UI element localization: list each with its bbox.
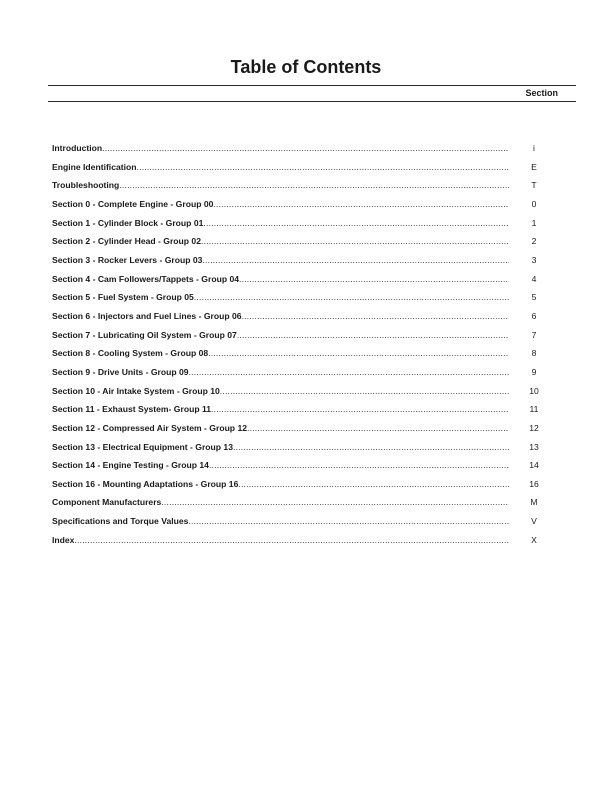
toc-list bbox=[52, 139, 557, 549]
toc-entry[interactable] bbox=[52, 158, 557, 177]
toc-entry-section: 6 bbox=[531, 310, 537, 321]
toc-entry[interactable] bbox=[52, 419, 557, 438]
toc-entry-section: 2 bbox=[531, 236, 537, 247]
toc-entry-section: 1 bbox=[531, 217, 537, 228]
toc-entry[interactable] bbox=[52, 270, 557, 289]
toc-entry-title: Section 7 - Lubricating Oil System - Group 07 bbox=[52, 329, 237, 340]
toc-dot-leader bbox=[194, 288, 509, 307]
toc-entry-title: Section 14 - Engine Testing - Group 14 bbox=[52, 460, 209, 471]
toc-dot-leader bbox=[239, 270, 509, 289]
toc-dot-leader bbox=[242, 307, 509, 326]
toc-entry-title: Section 2 - Cylinder Head - Group 02 bbox=[52, 236, 201, 247]
toc-entry[interactable] bbox=[52, 512, 557, 531]
toc-dot-leader bbox=[208, 344, 509, 363]
toc-entry-title: Section 1 - Cylinder Block - Group 01 bbox=[52, 217, 204, 228]
toc-entry-title: Section 16 - Mounting Adaptations - Group 16 bbox=[52, 478, 239, 489]
toc-dot-leader bbox=[188, 512, 509, 531]
toc-entry-section: V bbox=[531, 516, 537, 527]
toc-entry-section: 13 bbox=[529, 441, 539, 452]
toc-entry[interactable] bbox=[52, 456, 557, 475]
toc-entry-section: 16 bbox=[529, 478, 539, 489]
toc-entry-section: E bbox=[531, 161, 537, 172]
toc-entry[interactable] bbox=[52, 493, 557, 512]
toc-entry-section: 12 bbox=[529, 422, 539, 433]
toc-entry-section: 3 bbox=[531, 254, 537, 265]
toc-entry[interactable] bbox=[52, 382, 557, 401]
toc-entry-title: Section 13 - Electrical Equipment - Group 13 bbox=[52, 441, 233, 452]
toc-entry-title: Index bbox=[52, 534, 75, 545]
toc-entry[interactable] bbox=[52, 344, 557, 363]
toc-entry[interactable] bbox=[52, 438, 557, 457]
toc-entry-section: T bbox=[531, 180, 537, 191]
toc-entry-section: 8 bbox=[531, 348, 537, 359]
toc-entry-title: Section 12 - Compressed Air System - Group 12 bbox=[52, 422, 248, 433]
toc-dot-leader bbox=[238, 475, 509, 494]
toc-entry-title: Section 3 - Rocker Levers - Group 03 bbox=[52, 254, 203, 265]
toc-dot-leader bbox=[233, 438, 509, 457]
toc-entry[interactable] bbox=[52, 288, 557, 307]
toc-entry-section: 4 bbox=[531, 273, 537, 284]
toc-entry-section: 14 bbox=[529, 460, 539, 471]
toc-entry-section: 7 bbox=[531, 329, 537, 340]
toc-entry[interactable] bbox=[52, 400, 557, 419]
toc-entry-title: Troubleshooting bbox=[52, 180, 120, 191]
toc-entry-title: Introduction bbox=[52, 143, 103, 153]
toc-entry[interactable] bbox=[52, 531, 557, 550]
header-rule-bottom bbox=[48, 101, 576, 102]
toc-entry[interactable] bbox=[52, 475, 557, 494]
section-column-header: Section bbox=[525, 88, 558, 98]
toc-dot-leader bbox=[209, 456, 509, 475]
toc-entry[interactable] bbox=[52, 251, 557, 270]
toc-entry-title: Section 8 - Cooling System - Group 08 bbox=[52, 348, 209, 359]
toc-dot-leader bbox=[213, 195, 509, 214]
toc-entry[interactable] bbox=[52, 195, 557, 214]
toc-dot-leader bbox=[161, 493, 509, 512]
toc-entry-section: 5 bbox=[531, 292, 537, 303]
toc-entry[interactable] bbox=[52, 363, 557, 382]
toc-entry-section: i bbox=[533, 143, 535, 153]
page-title: Table of Contents bbox=[230, 57, 382, 77]
toc-entry-title: Section 9 - Drive Units - Group 09 bbox=[52, 366, 189, 377]
toc-entry-title: Component Manufacturers bbox=[52, 497, 162, 508]
toc-dot-leader bbox=[211, 400, 509, 419]
toc-entry[interactable] bbox=[52, 232, 557, 251]
toc-entry-title: Section 11 - Exhaust System- Group 11 bbox=[52, 404, 212, 415]
toc-entry-section: 10 bbox=[529, 385, 539, 396]
toc-entry-title: Section 10 - Air Intake System - Group 10 bbox=[52, 385, 220, 396]
toc-entry-title: Section 4 - Cam Followers/Tappets - Group 04 bbox=[52, 273, 240, 284]
toc-entry-section: 9 bbox=[531, 366, 537, 377]
toc-dot-leader bbox=[201, 232, 509, 251]
toc-entry-title: Section 5 - Fuel System - Group 05 bbox=[52, 292, 194, 303]
toc-entry-title: Engine Identification bbox=[52, 161, 137, 172]
toc-dot-leader bbox=[203, 214, 509, 233]
toc-dot-leader bbox=[237, 326, 509, 345]
toc-entry-section: M bbox=[530, 497, 538, 508]
toc-dot-leader bbox=[102, 139, 509, 158]
toc-dot-leader bbox=[220, 382, 509, 401]
toc-entry-section: 11 bbox=[529, 404, 539, 415]
toc-entry-title: Section 6 - Injectors and Fuel Lines - Group 06 bbox=[52, 310, 242, 321]
toc-entry[interactable] bbox=[52, 307, 557, 326]
toc-entry[interactable] bbox=[52, 326, 557, 345]
toc-entry[interactable] bbox=[52, 214, 557, 233]
toc-entry[interactable] bbox=[52, 139, 557, 158]
toc-entry-title: Specifications and Torque Values bbox=[52, 516, 189, 527]
toc-entry-section: X bbox=[531, 534, 537, 545]
toc-entry-title: Section 0 - Complete Engine - Group 00 bbox=[52, 198, 214, 209]
toc-dot-leader bbox=[247, 419, 509, 438]
header-rule-top bbox=[48, 85, 576, 86]
toc-dot-leader bbox=[74, 531, 509, 550]
toc-entry-section: 0 bbox=[531, 198, 537, 209]
toc-dot-leader bbox=[189, 363, 509, 382]
toc-dot-leader bbox=[202, 251, 509, 270]
toc-dot-leader bbox=[119, 176, 509, 195]
toc-entry[interactable] bbox=[52, 176, 557, 195]
toc-dot-leader bbox=[137, 158, 509, 177]
